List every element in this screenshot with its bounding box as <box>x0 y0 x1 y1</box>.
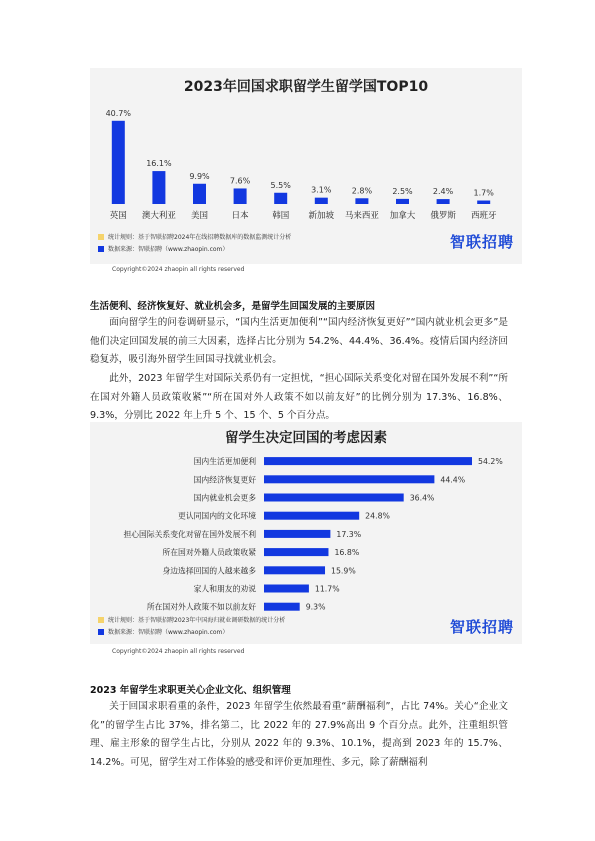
horizontal-bar-chart <box>90 422 522 644</box>
category-label: 日本 <box>231 211 249 221</box>
bar <box>112 121 125 204</box>
paragraph <box>90 698 508 773</box>
data-label: 9.3% <box>305 602 326 612</box>
bar <box>264 475 434 483</box>
category-label: 马来西亚 <box>344 211 379 221</box>
data-label: 17.3% <box>336 529 362 539</box>
bar <box>437 199 450 204</box>
data-label: 3.1% <box>311 185 332 195</box>
data-label: 1.7% <box>473 188 494 198</box>
category-label: 加拿大 <box>389 211 416 221</box>
yellow-square-icon <box>98 617 104 623</box>
zhaopin-logo: 智联招聘 <box>449 618 514 636</box>
category-label: 国内经济恢复更好 <box>193 475 256 485</box>
source-legend: 数据来源：智联招聘（www.zhaopin.com） <box>98 627 228 636</box>
data-label: 2.5% <box>392 186 413 196</box>
chart-title: 2023年回国求职留学生留学国TOP10 <box>183 79 429 95</box>
data-label: 44.4% <box>440 475 466 485</box>
data-label: 5.5% <box>270 180 291 190</box>
data-label: 15.9% <box>331 566 356 576</box>
bar <box>264 512 359 520</box>
category-label: 更认同国内的文化环境 <box>178 511 256 521</box>
top10-country-chart <box>90 68 522 264</box>
data-label: 24.8% <box>365 511 390 521</box>
bar <box>274 193 287 204</box>
data-label: 54.2% <box>478 457 503 467</box>
bar <box>264 566 325 574</box>
copyright: Copyright©2024 zhaopin all rights reserved <box>112 648 245 655</box>
category-label: 国内就业机会更多 <box>193 493 256 503</box>
section-heading: 生活便利、经济恢复好、就业机会多，是留学生回国发展的主要原因 <box>90 301 376 312</box>
category-label: 所在国对外人政策不如以前友好 <box>146 602 256 612</box>
bar <box>396 199 409 204</box>
category-label: 担心国际关系变化对留在国外发展不利 <box>123 529 256 539</box>
zhaopin-logo: 智联招聘 <box>449 233 514 251</box>
bar <box>264 457 472 465</box>
data-label: 11.7% <box>314 584 340 594</box>
category-label: 家人和朋友的劝说 <box>193 584 256 594</box>
category-label: 西班牙 <box>470 211 497 221</box>
paragraph-text: 面向留学生的问卷调研显示，“国内生活更加便利”“国内经济恢复更好”“国内就业机会更多”是他们决定回国发展的前三大因素，选择占比分别为 54.2%、44.4%、36.4%。疫情后国内经济回稳复苏，吸引海外留学生回国寻找就业机会。 <box>90 317 508 366</box>
blue-square-icon <box>98 246 104 252</box>
paragraph <box>90 370 508 426</box>
data-label: 2.4% <box>432 187 454 197</box>
data-label: 40.7% <box>105 108 132 118</box>
category-label: 澳大利亚 <box>141 211 176 221</box>
chart-title: 留学生决定回国的考虑因素 <box>225 430 387 446</box>
stats-rule-legend: 统计规则：基于智联招聘2023年中国海归就业调研数据的统计分析 <box>98 615 285 624</box>
category-label: 所在国对外籍人员政策收紧 <box>162 548 256 558</box>
data-label: 2.8% <box>351 186 373 196</box>
category-label: 美国 <box>190 211 209 221</box>
category-label: 身边选择回国的人越来越多 <box>162 566 256 576</box>
bar <box>264 530 330 538</box>
data-label: 36.4% <box>409 493 435 503</box>
category-label: 国内生活更加便利 <box>193 457 256 467</box>
bar <box>264 548 328 556</box>
data-label: 7.6% <box>229 176 251 186</box>
category-label: 韩国 <box>272 211 290 221</box>
return-factors-chart <box>90 422 522 644</box>
bar <box>355 198 368 204</box>
bar <box>477 201 490 204</box>
section-heading: 2023 年留学生求职更关心企业文化、组织管理 <box>90 685 291 696</box>
data-label: 9.9% <box>189 171 210 181</box>
category-label: 新加坡 <box>308 211 335 221</box>
bar <box>152 171 165 204</box>
yellow-square-icon <box>98 234 104 240</box>
data-label: 16.8% <box>334 548 360 558</box>
paragraph <box>90 314 508 370</box>
paragraph-text: 此外，2023 年留学生对国际关系仍有一定担忧，“担心国际关系变化对留在国外发展不利”“所在国对外籍人员政策收紧”“所在国对外人政策不如以前友好”的比例分别为 17.3%、16.8%、9.3%，分别比 2022 年上升 5 个、15 个、5 个百分点。 <box>90 373 508 422</box>
bar <box>193 184 206 204</box>
stats-rule-legend: 统计规则：基于智联招聘2024年在线招聘数据库的数据监测统计分析 <box>98 232 291 241</box>
bar <box>234 188 247 204</box>
copyright: Copyright©2024 zhaopin all rights reserved <box>112 266 245 273</box>
data-label: 16.1% <box>146 159 172 169</box>
blue-square-icon <box>98 629 104 635</box>
category-label: 俄罗斯 <box>430 211 456 221</box>
category-label: 英国 <box>109 211 127 221</box>
bar <box>264 494 404 502</box>
paragraph-text: 关于回国求职看重的条件，2023 年留学生依然最看重“薪酬福利”，占比 74%。关心“企业文化”的留学生占比 37%，排名第二，比 2022 年的 27.9%高出 9 个百分点。此外，注重组织管理、雇主形象的留学生占比，分别从 2022 年的 9.3%、10.1%，提高到 2023 年的 15.7%、14.2%。可见，留学生对工作体验的感受和评价更加理性、多元，除了薪酬福利 <box>90 701 508 769</box>
source-legend: 数据来源：智联招聘（www.zhaopin.com） <box>98 244 228 253</box>
bar <box>315 198 328 204</box>
bar <box>264 585 309 593</box>
bar <box>264 603 300 611</box>
